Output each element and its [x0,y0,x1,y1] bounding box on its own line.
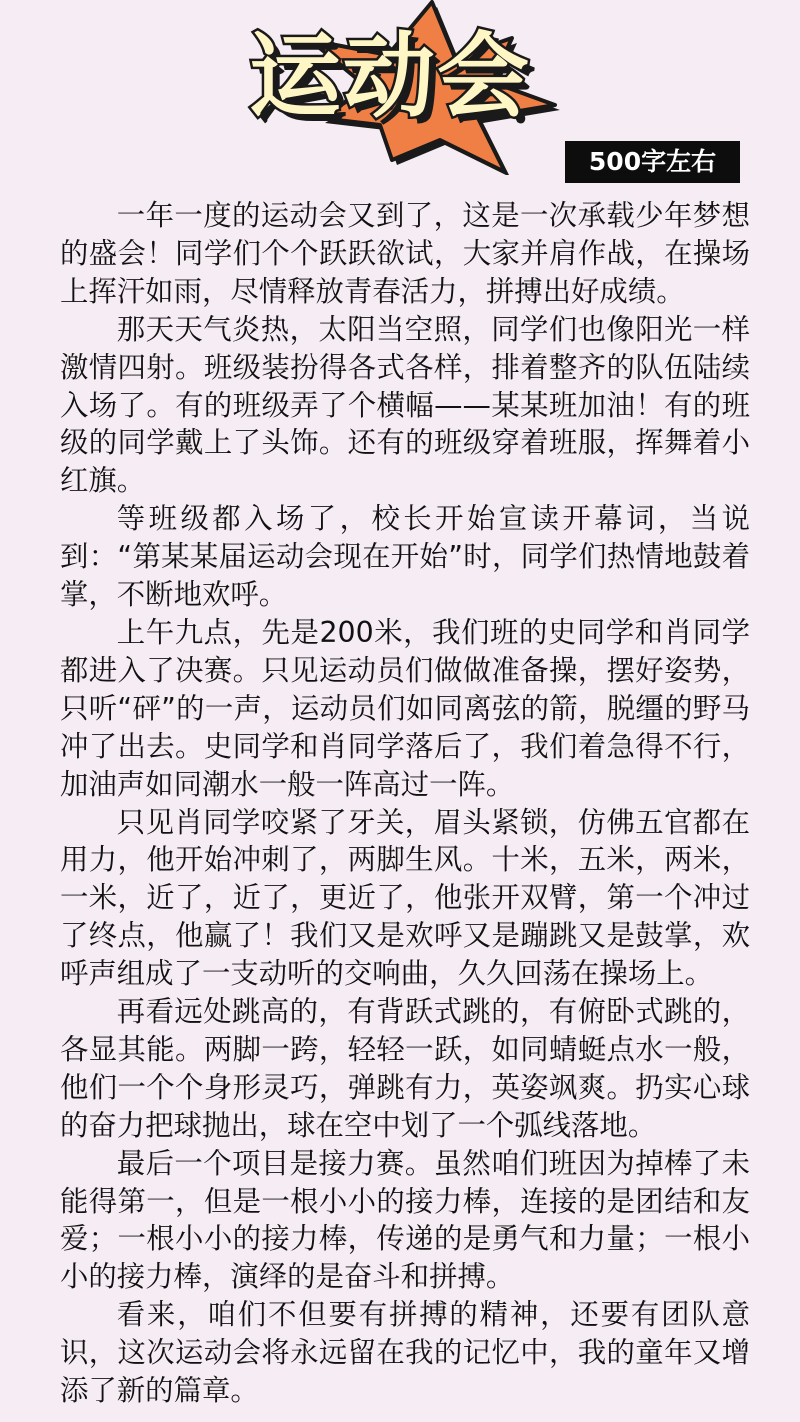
paragraph: 只见肖同学咬紧了牙关，眉头紧锁，仿佛五官都在用力，他开始冲刺了，两脚生风。十米，五米，两米，一米，近了，近了，更近了，他张开双臂，第一个冲过了终点，他赢了！我们又是欢呼又是蹦跳又是鼓掌，欢呼声组成了一支动听的交响曲，久久回荡在操场上。 [60,805,750,991]
essay-body [60,197,750,1410]
paragraph: 最后一个项目是接力赛。虽然咱们班因为掉棒了未能得第一，但是一根小小的接力棒，连接的是团结和友爱；一根小小的接力棒，传递的是勇气和力量；一根小小的接力棒，演绎的是奋斗和拼搏。 [60,1146,750,1294]
header [0,0,800,190]
paragraph: 再看远处跳高的，有背跃式跳的，有俯卧式跳的，各显其能。两脚一跨，轻轻一跃，如同蜻蜓点水一般，他们一个个身形灵巧，弹跳有力，英姿飒爽。扔实心球的奋力把球抛出，球在空中划了一个弧线落地。 [60,995,750,1142]
paragraph: 那天天气炎热，太阳当空照，同学们也像阳光一样激情四射。班级装扮得各式各样，排着整齐的队伍陆续入场了。有的班级弄了个横幅——某某班加油！有的班级的同学戴上了头饰。还有的班级穿着班服，挥舞着小红旗。 [60,312,750,498]
paragraph: 等班级都入场了，校长开始宣读开幕词，当说到：“第某某届运动会现在开始”时，同学们热情地鼓着掌，不断地欢呼。 [60,502,750,612]
paragraph: 一年一度的运动会又到了，这是一次承载少年梦想的盛会！同学们个个跃跃欲试，大家并肩作战，在操场上挥汗如雨，尽情释放青春活力，拼搏出好成绩。 [60,199,750,308]
page-title: 运动会 [248,23,531,130]
paragraph: 上午九点，先是200米，我们班的史同学和肖同学都进入了决赛。只见运动员们做做准备操，摆好姿势，只听“砰”的一声，运动员们如同离弦的箭，脱缰的野马冲了出去。史同学和肖同学落后了，我们着急得不行，加油声如同潮水一般一阵高过一阵。 [60,615,750,801]
word-count-badge: 500字左右 [565,141,740,183]
paragraph: 看来，咱们不但要有拼搏的精神，还要有团队意识，这次运动会将永远留在我的记忆中，我的童年又增添了新的篇章。 [60,1298,750,1408]
